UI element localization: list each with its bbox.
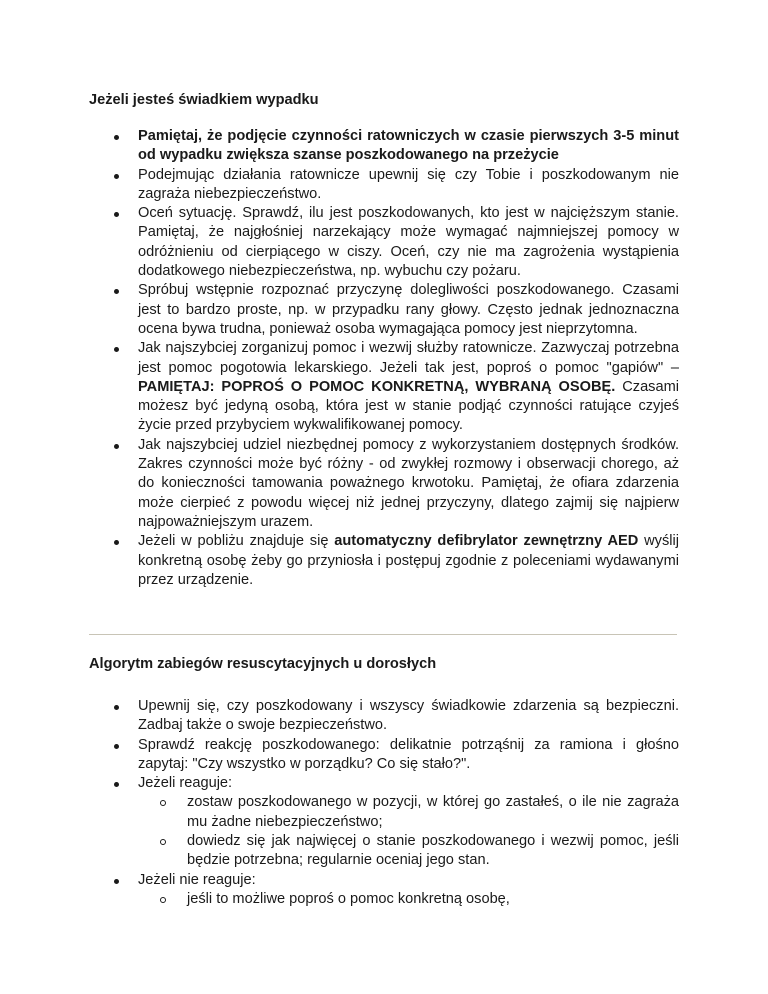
bullet-icon <box>114 782 119 787</box>
list-item <box>89 204 679 281</box>
bullet-icon <box>114 540 119 545</box>
bullet-icon <box>114 174 119 179</box>
witness-guidelines-list <box>89 127 679 590</box>
bullet-icon <box>114 135 119 140</box>
sub-list-item <box>138 832 679 871</box>
bullet-icon <box>114 444 119 449</box>
list-item-text: Jeżeli w pobliżu znajduje się <box>138 533 335 550</box>
list-item <box>89 166 679 205</box>
circle-bullet-icon <box>160 897 166 903</box>
bullet-icon <box>114 705 119 710</box>
list-item-emphasis: PAMIĘTAJ: POPROŚ O POMOC KONKRETNĄ, WYBRANĄ OSOBĘ. <box>138 378 616 395</box>
list-item <box>89 736 679 775</box>
list-item-text: Jeżeli nie reaguje: <box>138 871 256 888</box>
list-item-text: Jeżeli reaguje: <box>138 775 233 792</box>
bullet-icon <box>114 744 119 749</box>
list-item <box>89 774 679 870</box>
list-item <box>89 436 679 532</box>
list-item-text: Podejmując działania ratownicze upewnij się czy Tobie i poszkodowanym nie zagraża niebezpieczeństwo. <box>138 166 679 202</box>
section-heading: Jeżeli jesteś świadkiem wypadku <box>89 92 319 108</box>
sub-list-item-text: dowiedz się jak najwięcej o stanie poszkodowanego i wezwij pomoc, jeśli będzie potrzebna; regularnie oceniaj jego stan. <box>187 833 679 869</box>
resuscitation-steps-list <box>89 697 679 909</box>
circle-bullet-icon <box>160 800 166 806</box>
list-item <box>89 871 679 910</box>
list-item-text: Pamiętaj, że podjęcie czynności ratowniczych w czasie pierwszych 3-5 minut od wypadku zwiększa szanse poszkodowanego na przeżycie <box>138 128 679 164</box>
sub-list-item <box>138 793 679 832</box>
list-item-text: Jak najszybciej udziel niezbędnej pomocy z wykorzystaniem dostępnych środków. Zakres czynności może być różny - od zwykłej rozmowy i obserwacji chorego, aż do konieczności tamowania poważnego krwotoku. Pamiętaj, że ofiara zdarzenia może cierpieć z powodu więcej niż jednej przyczyny, dlatego zajmij się najpierw najpoważniejszym urazem. <box>138 436 679 530</box>
circle-bullet-icon <box>160 839 166 845</box>
list-item-text: Jak najszybciej zorganizuj pomoc i wezwij służby ratownicze. Zazwyczaj potrzebna jest pomoc pogotowia lekarskiego. Jeżeli tak jest, poproś o pomoc "gapiów" – <box>138 340 679 376</box>
list-item <box>89 127 679 166</box>
bullet-icon <box>114 212 119 217</box>
list-item-text: Sprawdź reakcję poszkodowanego: delikatnie potrząśnij za ramiona i głośno zapytaj: "Czy wszystko w porządku? Co się stało?". <box>138 736 679 772</box>
list-item-text: wyślij konkretną osobę żeby go przyniosła i postępuj zgodnie z poleceniami wydawanymi przez urządzenie. <box>138 533 680 588</box>
list-item <box>89 339 679 435</box>
sub-list-item-text: jeśli to możliwe poproś o pomoc konkretną osobę, <box>187 890 510 907</box>
bullet-icon <box>114 347 119 352</box>
list-item-text: Czasami możesz być jedyną osobą, która jest w stanie podjąć czynności ratujące czyjeś życie przed przybyciem wykwalifikowanej pomocy. <box>138 378 679 434</box>
sub-list-item <box>138 890 679 909</box>
list-item-text: Spróbuj wstępnie rozpoznać przyczynę dolegliwości poszkodowanego. Czasami jest to bardzo proste, np. w przypadku rany głowy. Często jednak jednoznaczna ocena bywa trudna, ponieważ osoba wymagająca pomocy jest nieprzytomna. <box>138 282 679 337</box>
list-item-text: Oceń sytuację. Sprawdź, ilu jest poszkodowanych, kto jest w najcięższym stanie. Pamiętaj, że najgłośniej narzekający może wymagać najmniejszej pomocy w odróżnieniu od cierpiącego w ciszy. Oceń, czy nie ma zagrożenia wystąpienia dodatkowego niebezpieczeństwa, np. wybuchu czy pożaru. <box>138 205 679 280</box>
section-heading: Algorytm zabiegów resuscytacyjnych u dorosłych <box>89 656 437 672</box>
list-item <box>89 697 679 736</box>
sub-list-item-text: zostaw poszkodowanego w pozycji, w której go zastałeś, o ile nie zagraża mu żadne niebezpieczeństwo; <box>187 794 679 830</box>
list-item <box>89 532 679 590</box>
section-divider <box>89 634 677 635</box>
bullet-icon <box>114 289 119 294</box>
list-item-emphasis: automatyczny defibrylator zewnętrzny AED <box>334 533 639 550</box>
sub-list <box>138 890 679 909</box>
sub-list <box>138 793 679 870</box>
bullet-icon <box>114 879 119 884</box>
list-item <box>89 281 679 339</box>
list-item-text: Upewnij się, czy poszkodowany i wszyscy świadkowie zdarzenia są bezpieczni. Zadbaj także o swoje bezpieczeństwo. <box>138 698 679 734</box>
